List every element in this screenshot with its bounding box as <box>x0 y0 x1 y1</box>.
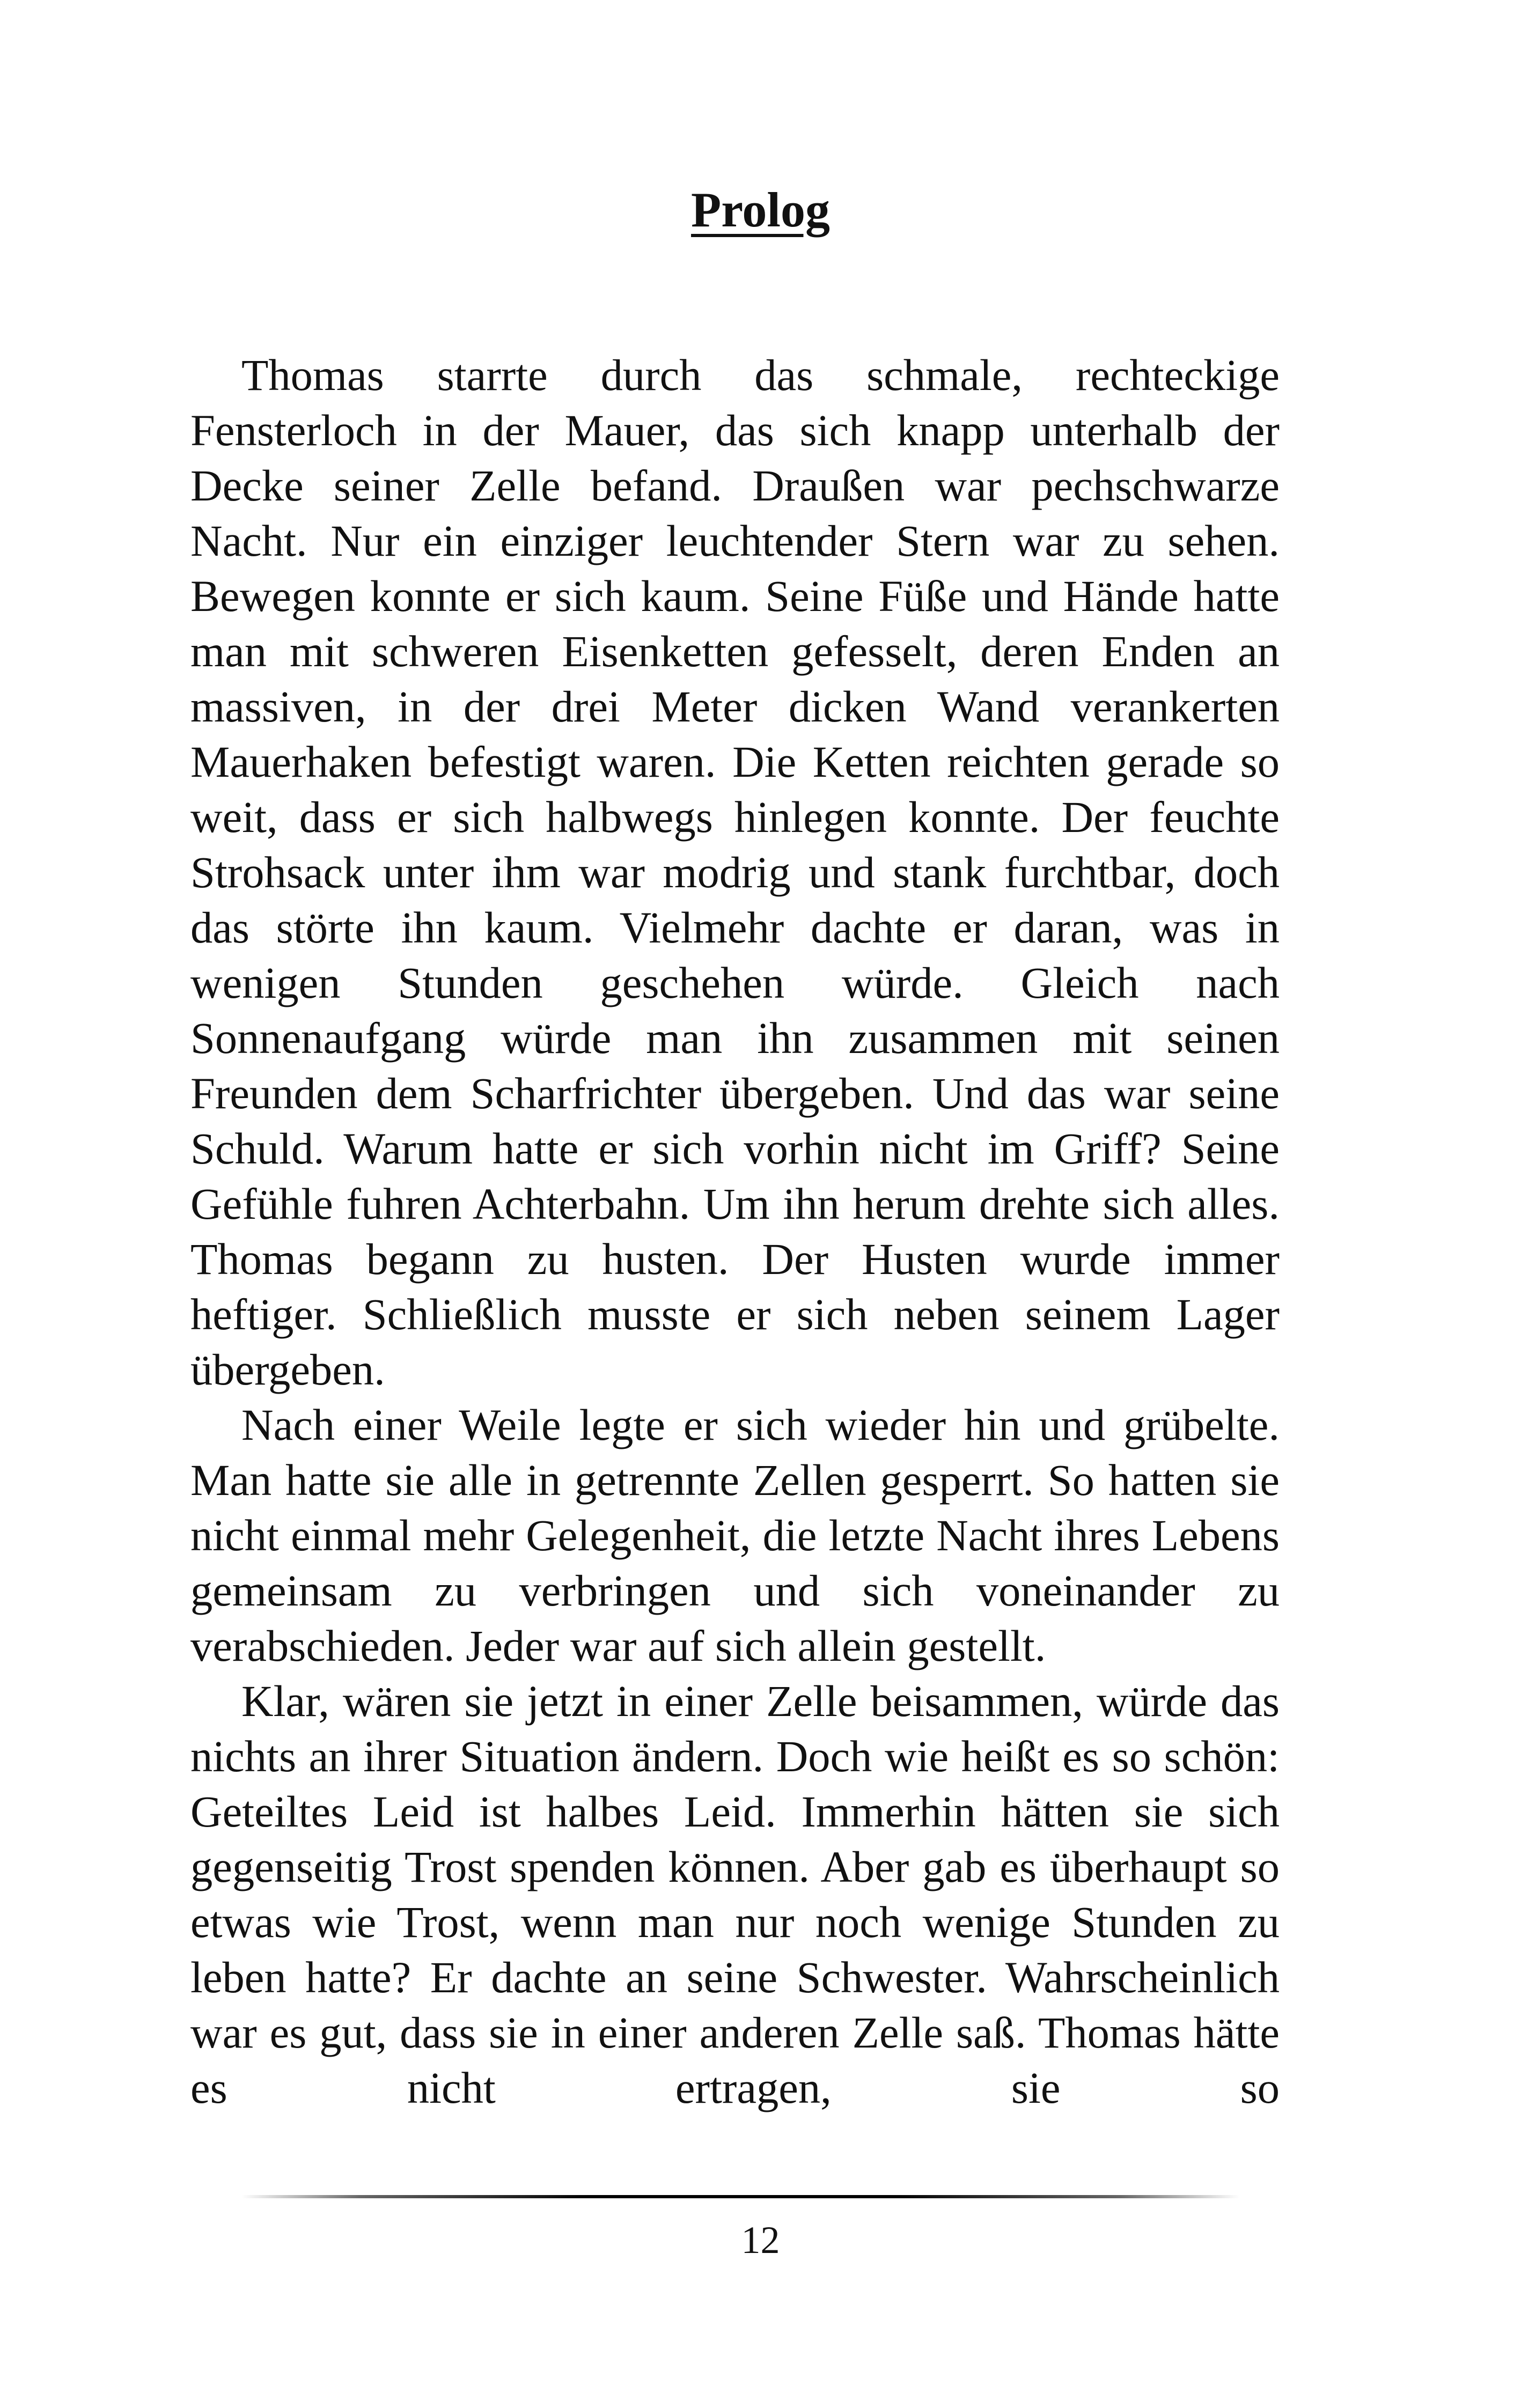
paragraph-2: Nach einer Weile legte er sich wieder hin und grübelte. Man hatte sie alle in getrennte Zellen gesperrt. So hatten sie nicht einmal mehr Gelegenheit, die letzte Nacht ihres Lebens gemeinsam zu verbringen und sich voneinander zu verabschieden. Jeder war auf sich allein gestellt. <box>190 1400 1280 1670</box>
paragraph-1: Thomas starrte durch das schmale, rechteckige Fensterloch in der Mauer, das sich knapp unterhalb der Decke seiner Zelle befand. Draußen war pechschwarze Nacht. Nur ein einziger leuchtender Stern war zu sehen. Bewegen konnte er sich kaum. Seine Füße und Hände hatte man mit schweren Eisenketten gefesselt, deren Enden an massiven, in der drei Meter dicken Wand verankerten Mauerhaken befestigt waren. Die Ketten reichten gerade so weit, dass er sich halbwegs hinlegen konnte. Der feuchte Strohsack unter ihm war modrig und stank furchtbar, doch das störte ihn kaum. Vielmehr dachte er daran, was in wenigen Stunden geschehen würde. Gleich nach Sonnenaufgang würde man ihn zusammen mit seinen Freunden dem Scharfrichter übergeben. Und das war seine Schuld. Warum hatte er sich vorhin nicht im Griff? Seine Gefühle fuhren Achterbahn. Um ihn herum drehte sich alles. Thomas begann zu husten. Der Husten wurde immer heftiger. Schließlich musste er sich neben seinem Lager übergeben. <box>190 350 1280 1394</box>
body-text <box>190 348 1280 2116</box>
paragraph-3: Klar, wären sie jetzt in einer Zelle beisammen, würde das nichts an ihrer Situation ändern. Doch wie heißt es so schön: Geteiltes Leid ist halbes Leid. Immerhin hätten sie sich gegenseitig Trost spenden können. Aber gab es überhaupt so etwas wie Trost, wenn man nur noch wenige Stunden zu leben hatte? Er dachte an seine Schwester. Wahrscheinlich war es gut, dass sie in einer anderen Zelle saß. Thomas hätte es nicht ertragen, sie so <box>190 1676 1280 2112</box>
footer-divider <box>241 2195 1239 2198</box>
page-number: 12 <box>741 2219 780 2262</box>
chapter-title: Prolog <box>691 182 830 237</box>
